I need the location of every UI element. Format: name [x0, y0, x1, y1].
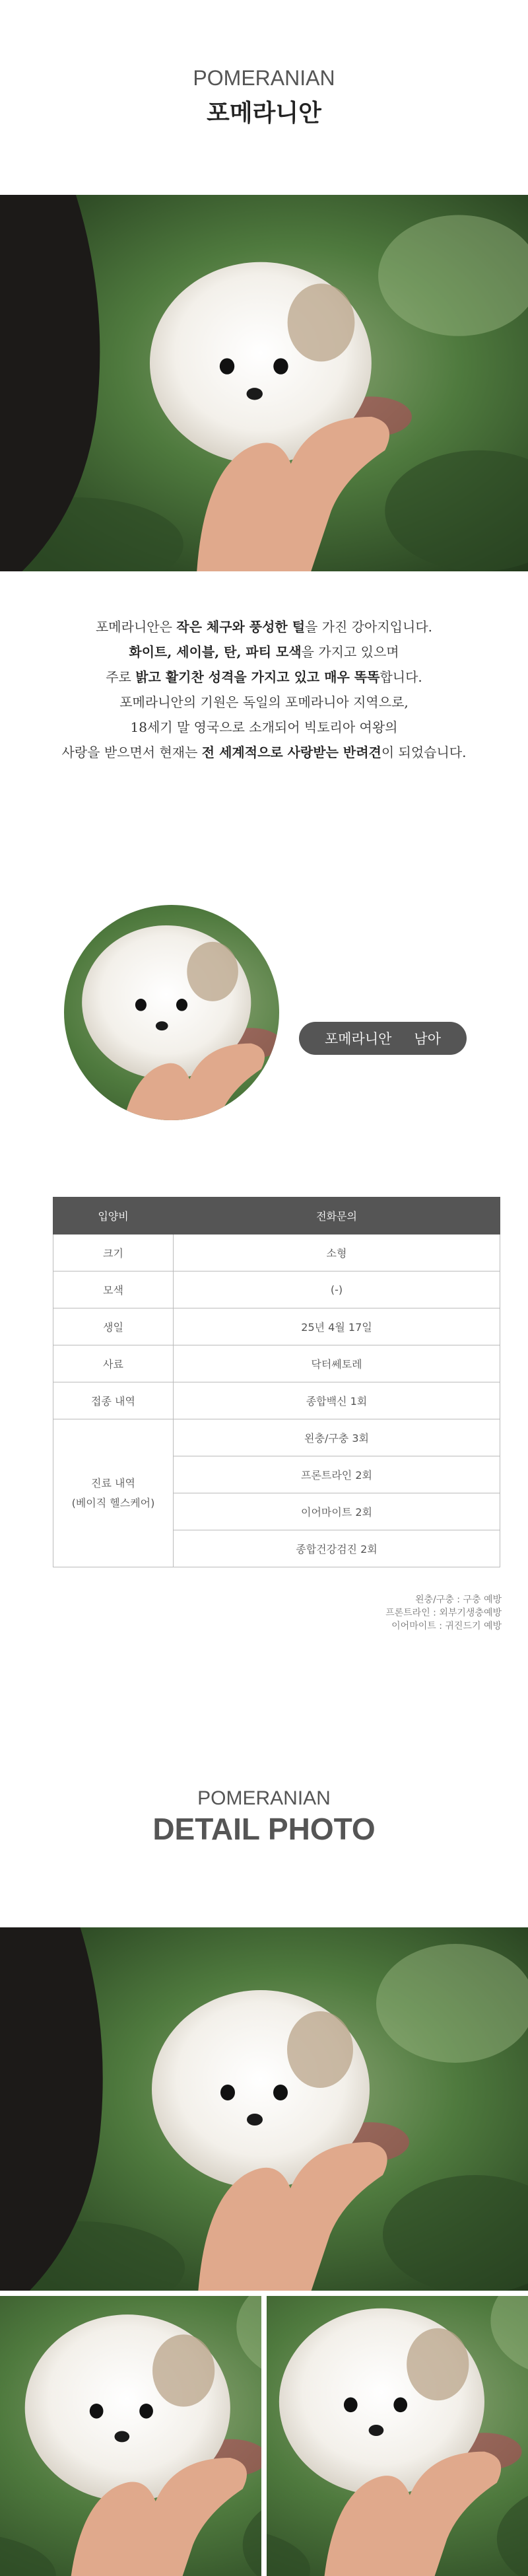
- care-key: [53, 1419, 174, 1567]
- row-value: 닥터쎄토레: [174, 1345, 500, 1382]
- row-value: (-): [174, 1271, 500, 1308]
- detail-photo-large: [0, 1927, 528, 2291]
- intro-header: [0, 66, 528, 128]
- description-text: 사랑을 받으면서 현재는: [61, 744, 202, 760]
- profile-sex: 남아: [414, 1031, 441, 1047]
- table-row: [53, 1308, 500, 1345]
- profile-badge: [299, 1022, 467, 1055]
- main-puppy-photo: [0, 195, 528, 571]
- description-line: [0, 740, 528, 765]
- description-line: [0, 715, 528, 740]
- table-row: [53, 1419, 500, 1456]
- table-row: [53, 1382, 500, 1419]
- table-row: [53, 1345, 500, 1382]
- care-value: 종합건강검진 2회: [174, 1530, 500, 1567]
- care-key-line1: 진료 내역: [91, 1476, 135, 1489]
- care-notes: [385, 1593, 502, 1633]
- description-text: 합니다.: [380, 669, 422, 685]
- breed-description: [0, 614, 528, 765]
- table-header-cell: 전화문의: [174, 1198, 500, 1234]
- description-emphasis: 밝고 활기찬 성격을 가지고 있고 매우 똑똑: [135, 669, 380, 685]
- description-line: [0, 690, 528, 715]
- detail-header: [0, 1787, 528, 1847]
- row-key: 접종 내역: [53, 1382, 174, 1419]
- row-key: 모색: [53, 1271, 174, 1308]
- row-key: 크기: [53, 1234, 174, 1271]
- row-key: 사료: [53, 1345, 174, 1382]
- description-text: 을 가지고 있으며: [301, 644, 399, 660]
- description-text: 포메라니안은: [95, 619, 177, 635]
- note-line: 이어마이트 : 귀진드기 예방: [391, 1621, 502, 1631]
- description-emphasis: 화이트, 세이블, 탄, 파티 모색: [129, 644, 302, 660]
- note-line: 프론트라인 : 외부기생충예방: [385, 1608, 502, 1618]
- description-emphasis: 전 세계적으로 사랑받는 반려견: [201, 744, 381, 760]
- description-text: 이 되었습니다.: [381, 744, 467, 760]
- breed-title-en: POMERANIAN: [193, 66, 335, 90]
- info-table: [53, 1197, 500, 1567]
- row-key: 생일: [53, 1308, 174, 1345]
- care-value: 왼충/구충 3회: [174, 1419, 500, 1456]
- description-line: [0, 614, 528, 639]
- description-line: [0, 664, 528, 690]
- description-emphasis: 작은 체구와 풍성한 털: [176, 619, 306, 635]
- breed-title-ko: 포메라니안: [207, 100, 321, 127]
- description-text: 을 가진 강아지입니다.: [305, 619, 432, 635]
- care-value: 프론트라인 2회: [174, 1456, 500, 1493]
- detail-photo-right: [267, 2296, 528, 2576]
- care-value: 이어마이트 2회: [174, 1493, 500, 1530]
- table-header-cell: 입양비: [53, 1198, 174, 1234]
- care-key-line2: (베이직 헬스케어): [71, 1496, 155, 1509]
- profile-breed: 포메라니안: [324, 1031, 392, 1047]
- description-text: 18세기 말 영국으로 소개되어 빅토리아 여왕의: [130, 719, 398, 735]
- table-row: [53, 1234, 500, 1271]
- row-value: 종합백신 1회: [174, 1382, 500, 1419]
- description-line: [0, 639, 528, 664]
- profile-photo: [64, 905, 279, 1120]
- description-text: 포메라니안의 기원은 독일의 포메라니아 지역으로,: [119, 694, 409, 710]
- note-line: 왼충/구충 : 구충 예방: [415, 1594, 502, 1605]
- row-value: 25년 4월 17일: [174, 1308, 500, 1345]
- detail-title-big: DETAIL PHOTO: [152, 1812, 376, 1846]
- detail-photo-left: [0, 2296, 261, 2576]
- description-text: 주로: [106, 669, 136, 685]
- detail-title-small: POMERANIAN: [197, 1787, 331, 1809]
- table-header-row: [53, 1198, 500, 1234]
- table-row: [53, 1271, 500, 1308]
- row-value: 소형: [174, 1234, 500, 1271]
